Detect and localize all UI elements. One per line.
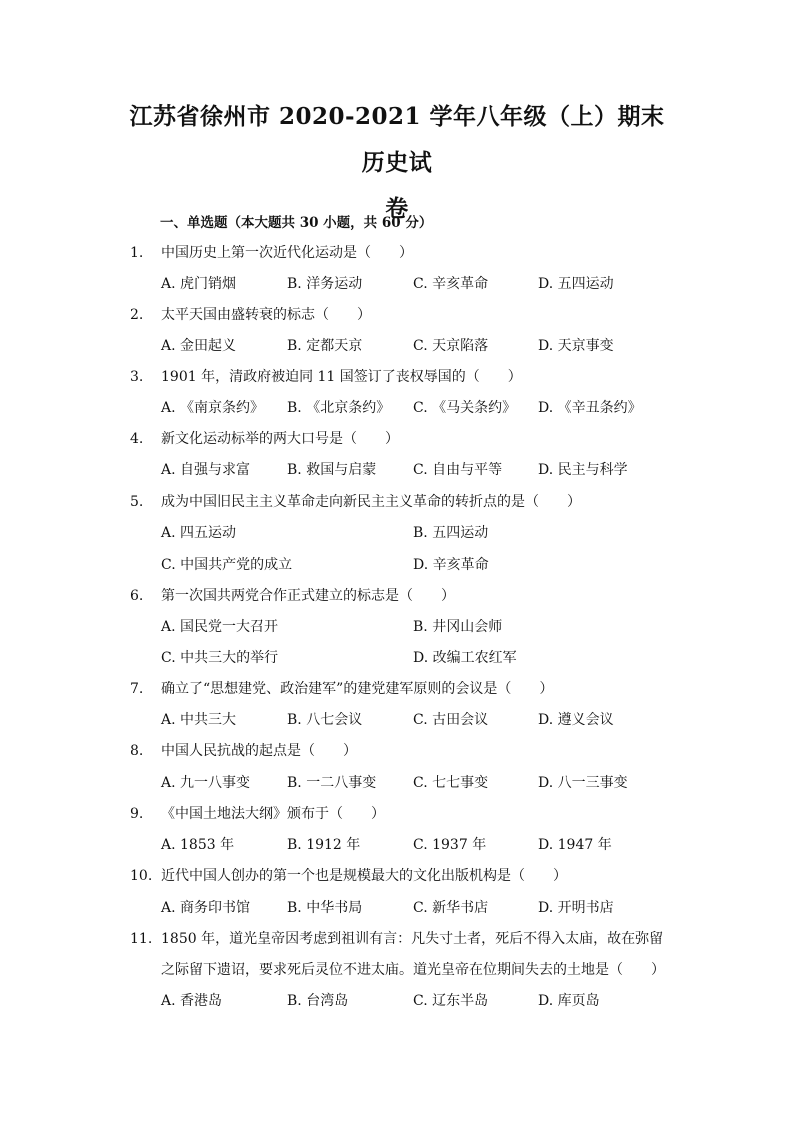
option-c: C. 辛亥革命 [413, 276, 489, 292]
question-stem: 新文化运动标举的两大口号是（ ） [161, 431, 399, 447]
question-stem-line-2: 之际留下遗诏，要求死后灵位不进太庙。道光皇帝在位期间失去的土地是（ ） [161, 962, 665, 978]
option-d: D. 遵义会议 [538, 712, 614, 728]
option-c: C. 七七事变 [413, 775, 489, 791]
option-a: A. 1853 年 [161, 837, 235, 853]
title-line-2: 卷 [385, 195, 409, 222]
option-c: C. 自由与平等 [413, 462, 503, 478]
question-number: 2. [130, 307, 144, 323]
option-b: B. 中华书局 [287, 900, 363, 916]
option-b: B. 八七会议 [287, 712, 363, 728]
option-a: A. 虎门销烟 [161, 276, 237, 292]
option-a: A. 香港岛 [161, 993, 223, 1009]
question-number: 10. [130, 868, 153, 884]
option-c: C. 中共三大的举行 [161, 650, 279, 666]
option-a: A. 金田起义 [161, 338, 237, 354]
option-a: A. 国民党一大召开 [161, 619, 279, 635]
question-stem: 中国历史上第一次近代化运动是（ ） [161, 245, 413, 261]
option-c: C. 1937 年 [413, 837, 487, 853]
question-number: 3. [130, 369, 144, 385]
option-b: B. 台湾岛 [287, 993, 349, 1009]
option-a: A. 九一八事变 [161, 775, 251, 791]
option-a: A. 自强与求富 [161, 462, 251, 478]
option-d: D. 改编工农红军 [413, 650, 517, 666]
option-b: B. 一二八事变 [287, 775, 377, 791]
option-d: D. 八一三事变 [538, 775, 628, 791]
option-d: D. 天京事变 [538, 338, 614, 354]
question-number: 9. [130, 806, 144, 822]
option-d: D. 开明书店 [538, 900, 614, 916]
option-d: D. 库页岛 [538, 993, 600, 1009]
question-stem: 成为中国旧民主主义革命走向新民主主义革命的转折点的是（ ） [161, 494, 581, 510]
option-b: B. 井冈山会师 [413, 619, 503, 635]
option-b: B. 定都天京 [287, 338, 363, 354]
option-b: B. 五四运动 [413, 525, 489, 541]
question-number: 6. [130, 588, 144, 604]
option-c: C. 《马关条约》 [413, 400, 517, 416]
title-line-1: 江苏省徐州市 2020-2021 学年八年级（上）期末历史试 [129, 103, 665, 176]
question-number: 1. [130, 245, 144, 261]
option-b: B. 救国与启蒙 [287, 462, 377, 478]
option-a: A. 《南京条约》 [161, 400, 265, 416]
option-d: D. 1947 年 [538, 837, 612, 853]
question-stem: 太平天国由盛转衰的标志（ ） [161, 307, 371, 323]
option-c: C. 新华书店 [413, 900, 489, 916]
question-number: 5. [130, 494, 144, 510]
question-stem: 中国人民抗战的起点是（ ） [161, 743, 357, 759]
question-number: 7. [130, 681, 144, 697]
question-stem: 1901 年，清政府被迫同 11 国签订了丧权辱国的（ ） [161, 369, 522, 385]
option-c: C. 中国共产党的成立 [161, 557, 293, 573]
option-c: C. 天京陷落 [413, 338, 489, 354]
option-b: B. 《北京条约》 [287, 400, 391, 416]
option-c: C. 古田会议 [413, 712, 489, 728]
question-stem: 1850 年，道光皇帝因考虑到祖训有言：凡失寸土者，死后不得入太庙，故在弥留 [161, 931, 664, 947]
question-stem: 近代中国人创办的第一个也是规模最大的文化出版机构是（ ） [161, 868, 567, 884]
question-number: 4. [130, 431, 144, 447]
question-stem: 确立了“思想建党、政治建军”的建党建军原则的会议是（ ） [161, 681, 554, 697]
option-a: A. 四五运动 [161, 525, 237, 541]
option-d: D. 辛亥革命 [413, 557, 489, 573]
option-d: D. 《辛丑条约》 [538, 400, 642, 416]
question-stem: 第一次国共两党合作正式建立的标志是（ ） [161, 588, 455, 604]
question-number: 11. [130, 931, 153, 947]
section-heading: 一、单选题（本大题共 30 小题，共 60 分） [160, 215, 433, 231]
option-d: D. 民主与科学 [538, 462, 628, 478]
option-b: B. 1912 年 [287, 837, 361, 853]
option-d: D. 五四运动 [538, 276, 614, 292]
option-c: C. 辽东半岛 [413, 993, 489, 1009]
option-a: A. 商务印书馆 [161, 900, 251, 916]
question-number: 8. [130, 743, 144, 759]
question-stem: 《中国土地法大纲》颁布于（ ） [161, 806, 385, 822]
option-b: B. 洋务运动 [287, 276, 363, 292]
option-a: A. 中共三大 [161, 712, 237, 728]
